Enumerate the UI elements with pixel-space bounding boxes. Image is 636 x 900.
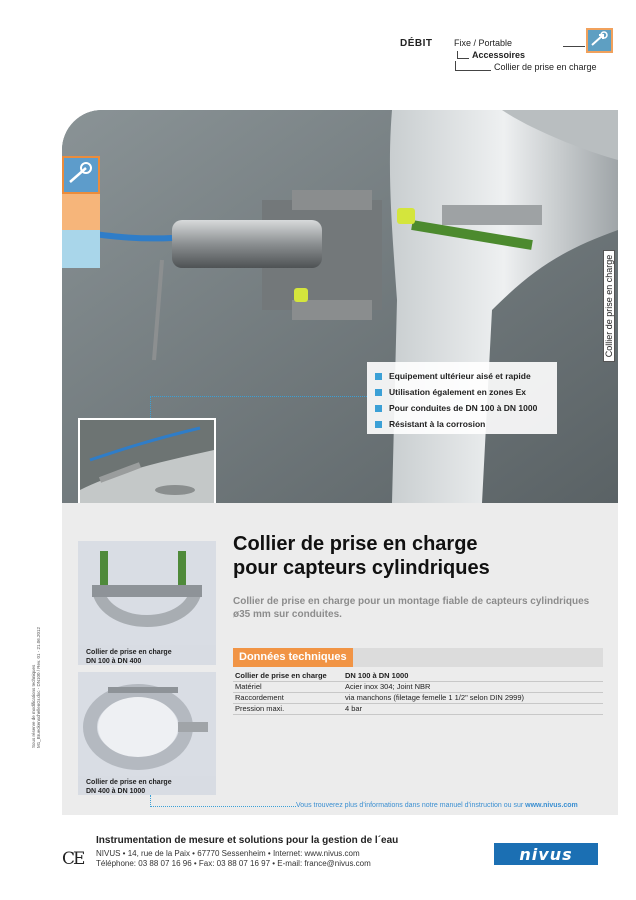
technical-data-table [233,671,603,715]
feature-item: Pour conduites de DN 100 à DN 1000 [375,400,557,416]
page-title: Collier de prise en charge pour capteurs cylindriques [233,533,490,579]
breadcrumb-level1: Fixe / Portable [454,38,513,48]
side-color-tab [62,194,100,230]
technical-data-header [233,648,603,667]
bullet-icon [375,421,382,428]
bullet-icon [375,389,382,396]
side-color-tab [62,230,100,268]
header-divider [563,46,585,47]
breadcrumb-level3: Collier de prise en charge [494,62,597,72]
heading-bar [353,648,603,667]
nivus-logo: nivus [494,843,598,865]
breadcrumb-connector [457,51,469,59]
table-row: Matériel Acier inox 304; Joint NBR [233,682,603,693]
company-tagline: Instrumentation de mesure et solutions pour la gestion de l´eau [96,835,399,846]
breadcrumb-category: DÉBIT [400,38,433,49]
document-reference: Sous réserve de modifications techniques M1_BrueckenschellenGr.doc - DN100 / Rev. 01 - 21.06.2012 [31,627,41,748]
product-thumbnail [78,541,216,665]
feature-list [367,362,557,434]
product-thumbnail [78,672,216,795]
callout-line [150,396,151,418]
side-section-label: Collier de prise en charge [603,250,615,362]
page-subtitle: Collier de prise en charge pour un montage fiable de capteurs cylindriques ø35 mm sur conduites. [233,596,590,620]
technical-data [233,648,603,715]
feature-item: Equipement ultérieur aisé et rapide [375,368,557,384]
feature-item: Utilisation également en zones Ex [375,384,557,400]
ce-mark: CE [62,849,84,869]
footer [62,835,618,875]
bullet-icon [375,405,382,412]
table-row: Pression maxi. 4 bar [233,704,603,715]
table-row: Raccordement via manchons (filetage femelle 1 1/2" selon DIN 2999) [233,693,603,704]
flow-sensor-icon [586,28,613,53]
company-contact: Téléphone: 03 88 07 16 96 • Fax: 03 88 07 16 97 • E-mail: france@nivus.com [96,859,371,868]
breadcrumb-connector [455,61,491,71]
table-row: Collier de prise en charge DN 100 à DN 1000 [233,671,603,682]
breadcrumb-level2: Accessoires [472,50,526,60]
technical-data-heading: Données techniques [233,648,353,667]
thumbnail-caption: Collier de prise en charge DN 100 à DN 400 [86,649,172,665]
thumbnail-caption: Collier de prise en charge DN 400 à DN 1000 [86,779,172,795]
more-info-text: Vous trouverez plus d'informations dans notre manuel d'instruction ou sur www.nivus.com [296,802,578,809]
bullet-icon [375,373,382,380]
website-link[interactable]: www.nivus.com [525,802,578,809]
callout-line [150,795,296,807]
breadcrumb [400,37,597,72]
flow-category-icon [62,156,100,194]
feature-item: Résistant à la corrosion [375,416,557,432]
company-address: NIVUS • 14, rue de la Paix • 67770 Sessenheim • Internet: www.nivus.com [96,849,360,858]
callout-line [150,396,367,397]
